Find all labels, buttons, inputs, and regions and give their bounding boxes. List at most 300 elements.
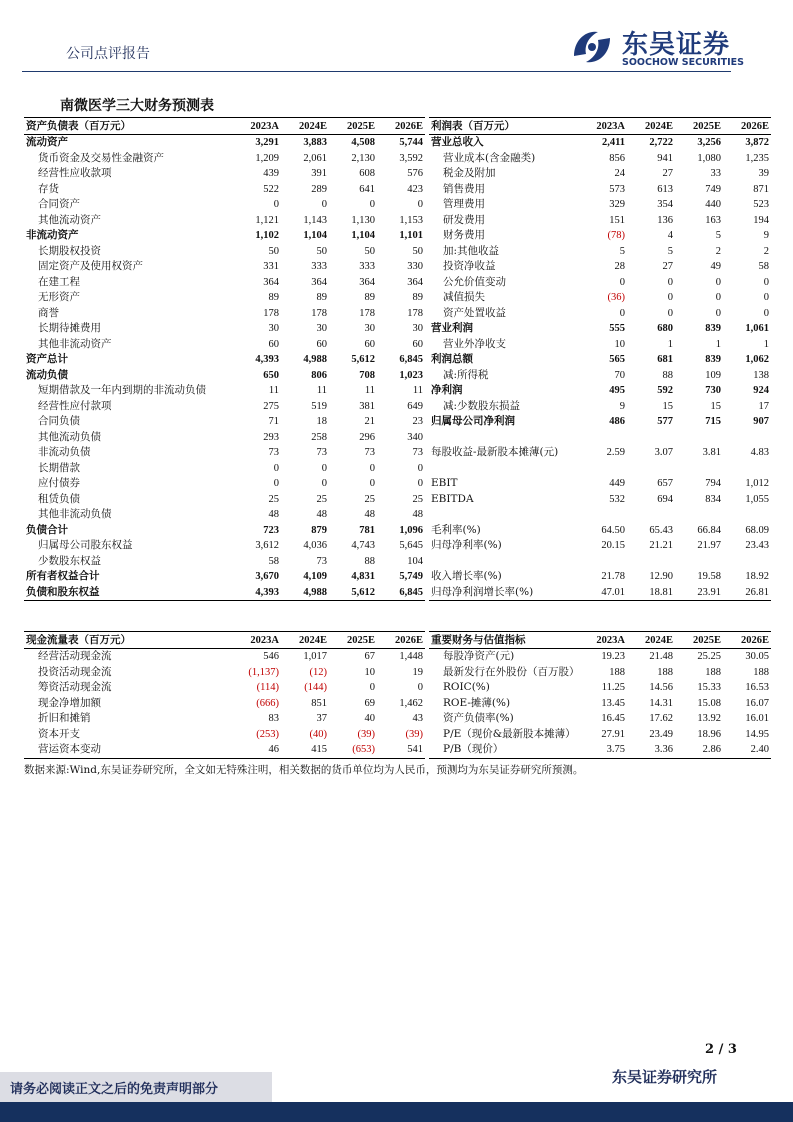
row-value: 924 [753,385,769,397]
year-header: 2023A [579,118,627,135]
row-label [429,507,579,523]
row-value: 1,104 [351,230,375,242]
row-value: 178 [263,307,279,319]
row-value: 13.45 [601,697,625,709]
row-label: EBITDA [431,492,474,505]
table-row [24,337,425,353]
row-value: (12) [309,666,327,678]
row-value: 104 [407,555,423,567]
row-value: 3.36 [627,742,675,758]
row-value: 14.56 [649,682,673,694]
row-value: 333 [359,261,375,273]
row-value: 293 [263,431,279,443]
row-value: 136 [657,214,673,226]
row-value: 4 [667,230,673,242]
row-value: 0 [321,199,327,211]
row-value: 48 [268,509,279,521]
row-value: 58 [758,261,769,273]
row-value: 19.23 [601,651,625,663]
row-value: 1,017 [303,651,327,663]
row-value: 5 [667,245,673,257]
row-value: 839 [705,323,721,335]
row-value: 5,612 [351,354,375,366]
table-row [24,275,425,291]
table-row [429,476,771,492]
row-value: 0 [763,307,769,319]
row-value: 27 [662,168,673,180]
table-row [429,538,771,554]
row-value: 4,508 [351,137,375,149]
row-value: 364 [407,276,423,288]
row-label: 长期待摊费用 [38,322,101,335]
row-label: 合同资产 [38,198,80,211]
table-row [24,680,425,696]
row-value: 73 [364,447,375,459]
row-value: 188 [657,666,673,678]
row-value: 0 [667,307,673,319]
row-value: 1,209 [255,152,279,164]
row-value: 0 [369,199,375,211]
table-row [429,166,771,182]
row-label: 租赁负债 [38,492,80,505]
row-value: 15.33 [697,682,721,694]
row-value: 11 [268,385,279,397]
row-label: 投资净收益 [443,260,496,273]
row-value: 4.83 [750,447,769,459]
row-value: 555 [609,323,625,335]
row-value: 30 [364,323,375,335]
row-value [627,507,675,523]
row-value: 2 [715,245,721,257]
row-label: 减:所得税 [443,368,489,381]
row-label: 折旧和摊销 [38,712,91,725]
row-value: 3,291 [255,137,279,149]
table-row [24,476,425,492]
row-value: 4,393 [233,585,281,601]
row-value: (653) [329,742,377,758]
row-value: 0 [763,276,769,288]
table-row [24,554,425,570]
year-header: 2023A [233,118,281,135]
row-value: 27.91 [601,728,625,740]
header-divider [22,71,731,72]
row-value: 331 [263,261,279,273]
table-row [429,259,771,275]
row-value: (253) [256,728,279,740]
row-value: 1 [715,338,721,350]
row-value: 0 [667,292,673,304]
row-value: 20.15 [601,540,625,552]
row-value: 1,102 [255,230,279,242]
row-label: 收入增长率(%) [431,570,502,583]
year-header: 2026E [723,118,771,135]
table-row [429,742,771,758]
row-value: (36) [607,292,625,304]
row-value: 178 [311,307,327,319]
row-value: 340 [407,431,423,443]
row-value: 16.53 [745,682,769,694]
row-value: 5,744 [399,137,423,149]
row-value: 613 [657,183,673,195]
row-value: 4,831 [351,571,375,583]
row-label: 非流动资产 [26,229,79,242]
row-value: 681 [657,354,673,366]
row-value: 2.40 [723,742,771,758]
row-value: 851 [311,697,327,709]
table-row [24,430,425,446]
row-value: 70 [614,369,625,381]
table-row [429,680,771,696]
row-label: 经营性应付款项 [38,399,112,412]
row-value: 1,061 [745,323,769,335]
row-value: 68.09 [745,524,769,536]
table-row [429,383,771,399]
row-value: 30 [412,323,423,335]
row-value: 138 [753,369,769,381]
row-value: 694 [657,493,673,505]
table-row [24,151,425,167]
row-label: 营业总收入 [431,136,484,149]
row-label: 归属母公司股东权益 [38,539,133,552]
row-label: 长期借款 [38,461,80,474]
row-value: 28 [614,261,625,273]
row-value: 17 [758,400,769,412]
row-value: 83 [268,713,279,725]
row-value: 4,036 [303,540,327,552]
row-value: 871 [753,183,769,195]
row-value: 73 [412,447,423,459]
row-value: 2,130 [351,152,375,164]
row-value: 58 [268,555,279,567]
row-label: 投资活动现金流 [38,665,112,678]
year-header: 2025E [675,118,723,135]
report-type-label: 公司点评报告 [66,46,150,62]
row-value: 708 [359,369,375,381]
row-value: 18.96 [697,728,721,740]
row-value: 151 [609,214,625,226]
row-value: 4,393 [255,354,279,366]
row-value: 486 [609,416,625,428]
row-label: 短期借款及一年内到期的非流动负债 [38,384,206,397]
table-row [429,275,771,291]
table-row [429,430,771,446]
row-value [627,430,675,446]
row-value: 657 [657,478,673,490]
balance-sheet-table [24,117,425,601]
row-value: 1,101 [399,230,423,242]
table-row [429,569,771,585]
row-value: 60 [412,338,423,350]
row-value: 50 [364,245,375,257]
row-label: 营业外净收支 [443,337,506,350]
row-value: 1,104 [303,230,327,242]
row-value: 3,670 [255,571,279,583]
row-value: 440 [705,199,721,211]
row-value: 66.84 [697,524,721,536]
logo-chinese-name: 东吴证券 [622,30,731,60]
row-value: 37 [316,713,327,725]
table-row [429,665,771,681]
row-value: 30 [268,323,279,335]
row-value: (39) [405,728,423,740]
row-label: 合同负债 [38,415,80,428]
row-value: 11.25 [601,682,625,694]
table-row [24,538,425,554]
row-value: 0 [715,276,721,288]
table-row [24,368,425,384]
table-row [429,321,771,337]
table-row [24,166,425,182]
table-row [429,213,771,229]
row-value: 364 [311,276,327,288]
row-value: 423 [407,183,423,195]
row-value: (40) [309,728,327,740]
table-row [24,711,425,727]
row-label: 归母净利润增长率(%) [429,585,579,601]
row-value: 25.25 [697,651,721,663]
row-value: 723 [263,524,279,536]
row-value: 25 [364,493,375,505]
row-value: 47.01 [579,585,627,601]
row-label: P/B（现价） [429,742,579,758]
row-label: 在建工程 [38,275,80,288]
row-label: EBIT [431,477,458,490]
soochow-logo [568,26,743,70]
row-value: 27 [662,261,673,273]
row-value: 0 [321,478,327,490]
table-row [24,244,425,260]
row-value: 839 [705,354,721,366]
row-value: 0 [369,682,375,694]
year-header: 2024E [627,632,675,649]
row-value: 49 [710,261,721,273]
year-header: 2023A [579,632,627,649]
table-row [429,492,771,508]
row-value: 15 [710,400,721,412]
row-label: 少数股东权益 [38,554,101,567]
row-label: 资产处置收益 [443,306,506,319]
row-value: 1,235 [745,152,769,164]
table-row [24,228,425,244]
row-value: 1,080 [697,152,721,164]
row-label: 营业成本(含金融类) [443,151,536,164]
row-value: 0 [369,478,375,490]
row-label: 资产总计 [26,353,68,366]
row-value: 592 [657,385,673,397]
row-value: 680 [657,323,673,335]
row-label: 公允价值变动 [443,275,506,288]
row-value: 21.21 [649,540,673,552]
row-value: 15.08 [697,697,721,709]
row-value [675,461,723,477]
row-value: 0 [417,199,423,211]
row-value: 1,448 [399,651,423,663]
row-value: 532 [609,493,625,505]
table-row [24,259,425,275]
row-label: 归母净利率(%) [431,539,502,552]
table-header-label: 重要财务与估值指标 [429,632,579,649]
row-value: 1,153 [399,214,423,226]
row-value: 21.78 [601,571,625,583]
row-value: 0 [369,462,375,474]
row-value: 178 [407,307,423,319]
table-row [24,665,425,681]
row-value: 23 [412,416,423,428]
row-value [675,507,723,523]
row-value: 11 [316,385,327,397]
year-header: 2025E [329,632,377,649]
table-row [24,197,425,213]
row-value: 3.07 [654,447,673,459]
row-value: (114) [256,682,279,694]
year-header: 2026E [377,118,425,135]
row-label: 营运资本变动 [24,742,233,758]
row-value: 21.48 [649,651,673,663]
row-value [579,554,627,570]
row-label: 净利润 [431,384,463,397]
row-label: 销售费用 [443,182,485,195]
row-value: 330 [407,261,423,273]
row-label: 研发费用 [443,213,485,226]
key-ratios-table [429,631,771,759]
row-label: 长期股权投资 [38,244,101,257]
row-label: 经营活动现金流 [38,650,112,663]
table-row [24,492,425,508]
row-value: 806 [311,369,327,381]
row-value: 0 [417,478,423,490]
table-row [24,445,425,461]
row-value: 2,411 [601,137,625,149]
disclaimer-text: 请务必阅读正文之后的免责声明部分 [10,1082,219,1097]
row-label: 财务费用 [443,229,485,242]
table-header-row [24,118,425,135]
row-value: 25 [412,493,423,505]
row-value: 30.05 [745,651,769,663]
row-value: 50 [316,245,327,257]
row-value: 10 [364,666,375,678]
row-value: 1,012 [745,478,769,490]
row-value: 781 [359,524,375,536]
row-label: 货币资金及交易性金融资产 [38,151,164,164]
table-row [429,554,771,570]
row-value: 9 [763,230,769,242]
row-value: 65.43 [649,524,673,536]
table-row [429,337,771,353]
row-value: 391 [311,168,327,180]
row-value: 40 [364,713,375,725]
year-header: 2025E [329,118,377,135]
row-value: 3,872 [745,137,769,149]
row-value: 1,055 [745,493,769,505]
row-value: 73 [316,447,327,459]
row-value: 194 [753,214,769,226]
table-row [429,228,771,244]
row-value: 26.81 [723,585,771,601]
row-value: 641 [359,183,375,195]
row-value: 88 [662,369,673,381]
row-value [579,507,627,523]
row-value: 18.92 [745,571,769,583]
row-value: 3,256 [697,137,721,149]
row-value: 18 [316,416,327,428]
year-header: 2024E [627,118,675,135]
cash-flow-table [24,631,425,759]
table-row [24,213,425,229]
row-value: 296 [359,431,375,443]
row-value: 4,743 [351,540,375,552]
row-value: 3.75 [579,742,627,758]
table-row [24,399,425,415]
row-value: 856 [609,152,625,164]
row-value: 16.07 [745,697,769,709]
row-value: 188 [753,666,769,678]
row-value: 3,883 [303,137,327,149]
row-value: 4,109 [303,571,327,583]
row-label: 减:少数股东损益 [443,399,521,412]
row-value: 3,612 [255,540,279,552]
table-row [429,696,771,712]
row-value: 576 [407,168,423,180]
table-header-label: 资产负债表（百万元） [24,118,233,135]
table-row [429,352,771,368]
row-label: 营业利润 [431,322,473,335]
row-value: (39) [357,728,375,740]
row-value: 18.81 [627,585,675,601]
table-row [429,711,771,727]
table-header-row [24,632,425,649]
row-value: 0 [667,276,673,288]
row-label: 其他非流动负债 [38,508,112,521]
row-value: 50 [268,245,279,257]
row-value: 649 [407,400,423,412]
row-label: 减值损失 [443,291,485,304]
row-value: 1 [667,338,673,350]
row-value: 879 [311,524,327,536]
row-value: 650 [263,369,279,381]
row-value: 5,749 [399,571,423,583]
row-value: 5 [715,230,721,242]
row-value: 25 [268,493,279,505]
table-row [24,135,425,151]
table-header-row [429,632,771,649]
row-label: 负债合计 [26,523,68,536]
row-value: 0 [273,462,279,474]
year-header: 2024E [281,632,329,649]
table-row [429,585,771,601]
table-row [24,569,425,585]
table-row [429,461,771,477]
row-value: 0 [619,276,625,288]
row-value [627,554,675,570]
row-value: 0 [763,292,769,304]
row-value: 0 [715,307,721,319]
row-label: 管理费用 [443,198,485,211]
row-value: 60 [364,338,375,350]
row-value: 71 [268,416,279,428]
row-value: 941 [657,152,673,164]
row-value: 0 [273,478,279,490]
row-label: 固定资产及使用权资产 [38,260,143,273]
row-label: 现金净增加额 [38,696,101,709]
row-value: 834 [705,493,721,505]
row-value: 88 [364,555,375,567]
row-label: 每股净资产(元) [443,650,515,663]
row-value: 519 [311,400,327,412]
row-value: 23.49 [649,728,673,740]
row-value: 24 [614,168,625,180]
row-value: 19 [412,666,423,678]
row-label: 存货 [38,182,59,195]
